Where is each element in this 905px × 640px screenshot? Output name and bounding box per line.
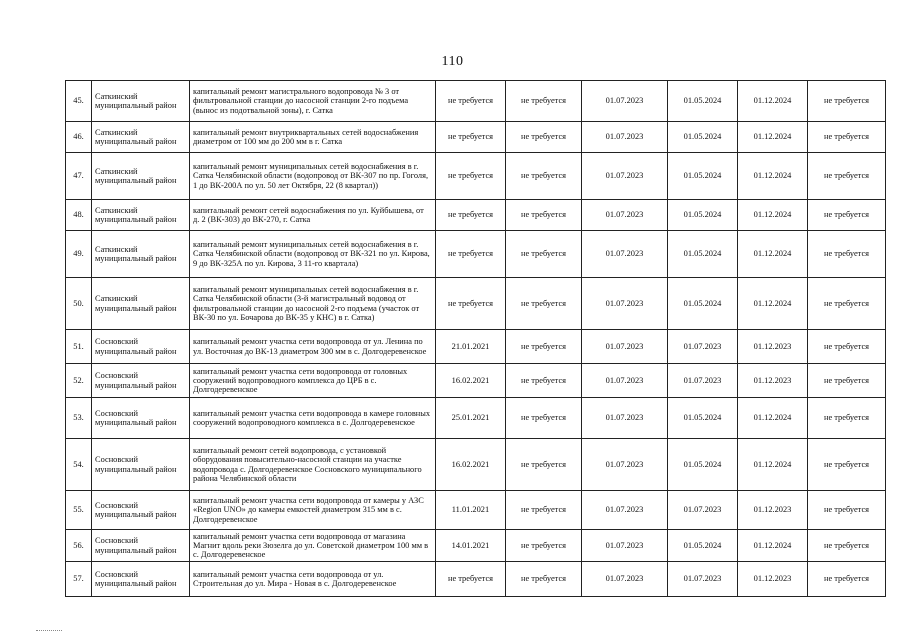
row-expertise: не требуется xyxy=(506,231,582,278)
row-design-doc: не требуется xyxy=(436,562,506,597)
row-expertise: не требуется xyxy=(506,398,582,439)
row-design-doc: 25.01.2021 xyxy=(436,398,506,439)
row-commission-date: 01.12.2024 xyxy=(738,278,808,330)
row-work-description: капитальный ремонт сетей водоснабжения по ул. Куйбышева, от д. 2 (ВК-303) до ВК-270, г. Сатка xyxy=(190,200,436,231)
row-work-description: капитальный ремонт магистрального водопровода № 3 от фильтровальной станции до насосной станции 2-го подъема (вынос из подотвальной зоны), г. Сатка xyxy=(190,81,436,122)
row-district: Саткинский муниципальный район xyxy=(92,81,190,122)
row-district: Сосновский муниципальный район xyxy=(92,491,190,530)
row-start-date: 01.07.2023 xyxy=(582,330,668,364)
row-work-description: капитальный ремонт муниципальных сетей водоснабжения в г. Сатка Челябинской области (водопровод от ВК-321 по ул. Кирова, 9 до ВК-325А по ул. Кирова, 3 11-го квартала) xyxy=(190,231,436,278)
row-expertise: не требуется xyxy=(506,278,582,330)
row-start-date: 01.07.2023 xyxy=(582,231,668,278)
row-work-description: капитальный ремонт внутриквартальных сетей водоснабжения диаметром от 100 мм до 200 мм в г. Сатка xyxy=(190,122,436,153)
row-note: не требуется xyxy=(808,364,886,398)
table-row xyxy=(66,231,886,278)
row-commission-date: 01.12.2023 xyxy=(738,364,808,398)
row-start-date: 01.07.2023 xyxy=(582,364,668,398)
row-district: Сосновский муниципальный район xyxy=(92,364,190,398)
row-expertise: не требуется xyxy=(506,122,582,153)
row-commission-date: 01.12.2023 xyxy=(738,562,808,597)
row-start-date: 01.07.2023 xyxy=(582,153,668,200)
row-start-date: 01.07.2023 xyxy=(582,200,668,231)
row-commission-date: 01.12.2024 xyxy=(738,398,808,439)
row-work-description: капитальный ремонт муниципальных сетей водоснабжения в г. Сатка Челябинской области (3-й магистральный водовод от фильтровальной станции до насосной 2-го подъема (участок от ВК-30 по ул. Бочарова до ВК-35 у КНС) в г. Сатка) xyxy=(190,278,436,330)
row-number: 45. xyxy=(66,81,92,122)
row-start-date: 01.07.2023 xyxy=(582,81,668,122)
row-work-description: капитальный ремонт участка сети водопровода от ул. Строительная до ул. Мира - Новая в с. Долгодеревенское xyxy=(190,562,436,597)
row-finish-date: 01.05.2024 xyxy=(668,530,738,562)
row-start-date: 01.07.2023 xyxy=(582,530,668,562)
table-row xyxy=(66,122,886,153)
works-table xyxy=(65,80,886,597)
row-note: не требуется xyxy=(808,122,886,153)
row-finish-date: 01.05.2024 xyxy=(668,398,738,439)
row-finish-date: 01.07.2023 xyxy=(668,491,738,530)
row-design-doc: 21.01.2021 xyxy=(436,330,506,364)
row-expertise: не требуется xyxy=(506,491,582,530)
row-work-description: капитальный ремонт участка сети водопровода от ул. Ленина по ул. Восточная до ВК-13 диаметром 300 мм в с. Долгодеревенское xyxy=(190,330,436,364)
row-number: 52. xyxy=(66,364,92,398)
row-note: не требуется xyxy=(808,562,886,597)
row-commission-date: 01.12.2024 xyxy=(738,153,808,200)
row-commission-date: 01.12.2024 xyxy=(738,200,808,231)
row-district: Сосновский муниципальный район xyxy=(92,562,190,597)
row-finish-date: 01.05.2024 xyxy=(668,231,738,278)
row-finish-date: 01.05.2024 xyxy=(668,81,738,122)
row-number: 48. xyxy=(66,200,92,231)
row-work-description: капитальный ремонт участка сети водопровода от головных сооружений водопроводного комплекса до ЦРБ в с. Долгодеревенское xyxy=(190,364,436,398)
row-work-description: капитальный ремонт участка сети водопровода в камере головных сооружений водопроводного комплекса в с. Долгодеревенское xyxy=(190,398,436,439)
table-row xyxy=(66,153,886,200)
row-district: Саткинский муниципальный район xyxy=(92,153,190,200)
row-note: не требуется xyxy=(808,491,886,530)
table-row xyxy=(66,330,886,364)
row-district: Сосновский муниципальный район xyxy=(92,439,190,491)
row-expertise: не требуется xyxy=(506,153,582,200)
row-number: 55. xyxy=(66,491,92,530)
row-note: не требуется xyxy=(808,330,886,364)
table-body xyxy=(66,81,886,597)
row-note: не требуется xyxy=(808,200,886,231)
row-number: 49. xyxy=(66,231,92,278)
row-expertise: не требуется xyxy=(506,200,582,231)
row-design-doc: 16.02.2021 xyxy=(436,364,506,398)
row-district: Саткинский муниципальный район xyxy=(92,122,190,153)
row-design-doc: 11.01.2021 xyxy=(436,491,506,530)
row-finish-date: 01.05.2024 xyxy=(668,153,738,200)
row-start-date: 01.07.2023 xyxy=(582,278,668,330)
row-district: Саткинский муниципальный район xyxy=(92,231,190,278)
row-expertise: не требуется xyxy=(506,330,582,364)
row-note: не требуется xyxy=(808,439,886,491)
row-finish-date: 01.07.2023 xyxy=(668,562,738,597)
table-row xyxy=(66,398,886,439)
row-work-description: капитальный ремонт сетей водопровода, с установкой оборудования повысительно-насосной станции на участке водопровода с. Долгодеревенское Сосновского муниципального района Челябинской области xyxy=(190,439,436,491)
row-design-doc: не требуется xyxy=(436,231,506,278)
row-note: не требуется xyxy=(808,278,886,330)
row-number: 51. xyxy=(66,330,92,364)
row-start-date: 01.07.2023 xyxy=(582,439,668,491)
row-design-doc: не требуется xyxy=(436,122,506,153)
row-work-description: капитальный ремонт участка сети водопровода от камеры у АЗС «Region UNO» до камеры емкостей диаметром 315 мм в с. Долгодеревенское xyxy=(190,491,436,530)
table-row xyxy=(66,439,886,491)
row-expertise: не требуется xyxy=(506,562,582,597)
row-start-date: 01.07.2023 xyxy=(582,122,668,153)
row-finish-date: 01.05.2024 xyxy=(668,200,738,231)
table-row xyxy=(66,530,886,562)
row-design-doc: не требуется xyxy=(436,153,506,200)
row-district: Сосновский муниципальный район xyxy=(92,530,190,562)
row-number: 47. xyxy=(66,153,92,200)
row-number: 54. xyxy=(66,439,92,491)
row-district: Саткинский муниципальный район xyxy=(92,278,190,330)
row-expertise: не требуется xyxy=(506,81,582,122)
row-commission-date: 01.12.2024 xyxy=(738,530,808,562)
row-commission-date: 01.12.2023 xyxy=(738,330,808,364)
row-note: не требуется xyxy=(808,231,886,278)
row-finish-date: 01.05.2024 xyxy=(668,122,738,153)
table-row xyxy=(66,562,886,597)
row-start-date: 01.07.2023 xyxy=(582,562,668,597)
row-design-doc: не требуется xyxy=(436,278,506,330)
row-number: 46. xyxy=(66,122,92,153)
row-number: 53. xyxy=(66,398,92,439)
row-district: Саткинский муниципальный район xyxy=(92,200,190,231)
row-design-doc: 14.01.2021 xyxy=(436,530,506,562)
row-commission-date: 01.12.2024 xyxy=(738,122,808,153)
table-row xyxy=(66,364,886,398)
row-expertise: не требуется xyxy=(506,364,582,398)
row-work-description: капитальный ремонт участка сети водопровода от магазина Магнит вдоль реки Зюзелга до ул. Советской диаметром 100 мм в с. Долгодеревенское xyxy=(190,530,436,562)
row-note: не требуется xyxy=(808,81,886,122)
row-commission-date: 01.12.2024 xyxy=(738,439,808,491)
row-design-doc: не требуется xyxy=(436,81,506,122)
row-start-date: 01.07.2023 xyxy=(582,491,668,530)
row-work-description: капитальный ремонт муниципальных сетей водоснабжения в г. Сатка Челябинской области (водопровод от ВК-307 по пр. Гоголя, 1 до ВК-200А по ул. 50 лет Октября, 22 (8 квартал)) xyxy=(190,153,436,200)
row-commission-date: 01.12.2024 xyxy=(738,81,808,122)
row-number: 50. xyxy=(66,278,92,330)
row-note: не требуется xyxy=(808,153,886,200)
row-expertise: не требуется xyxy=(506,530,582,562)
table-row xyxy=(66,491,886,530)
row-design-doc: не требуется xyxy=(436,200,506,231)
row-finish-date: 01.07.2023 xyxy=(668,330,738,364)
table-row xyxy=(66,278,886,330)
row-number: 56. xyxy=(66,530,92,562)
row-note: не требуется xyxy=(808,530,886,562)
row-finish-date: 01.05.2024 xyxy=(668,439,738,491)
row-commission-date: 01.12.2023 xyxy=(738,491,808,530)
row-district: Сосновский муниципальный район xyxy=(92,398,190,439)
row-start-date: 01.07.2023 xyxy=(582,398,668,439)
table-row xyxy=(66,200,886,231)
row-number: 57. xyxy=(66,562,92,597)
row-commission-date: 01.12.2024 xyxy=(738,231,808,278)
row-finish-date: 01.05.2024 xyxy=(668,278,738,330)
table-row xyxy=(66,81,886,122)
footer-mark xyxy=(36,630,62,632)
row-design-doc: 16.02.2021 xyxy=(436,439,506,491)
row-finish-date: 01.07.2023 xyxy=(668,364,738,398)
row-expertise: не требуется xyxy=(506,439,582,491)
row-district: Сосновский муниципальный район xyxy=(92,330,190,364)
page-number: 110 xyxy=(441,54,464,69)
row-note: не требуется xyxy=(808,398,886,439)
